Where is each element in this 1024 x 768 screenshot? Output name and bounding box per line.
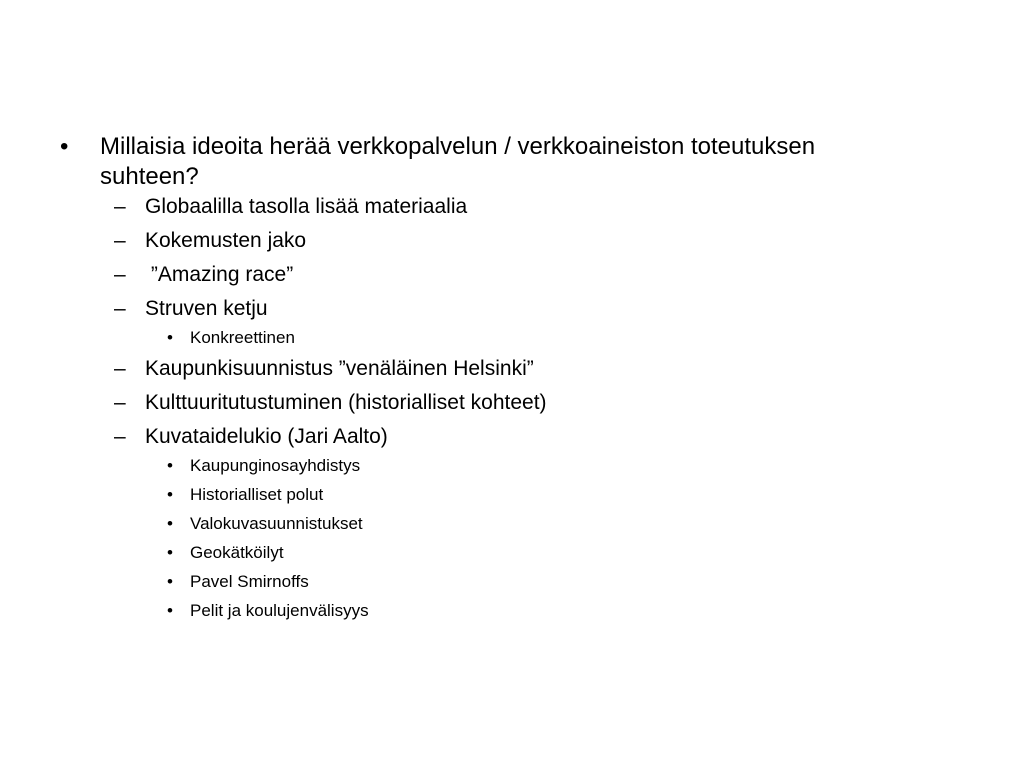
sub-bullet — [60, 228, 960, 254]
main-bullet-text: Millaisia ideoita herää verkkopalvelun / verkkoaineiston toteutuksen suhteen? — [100, 133, 816, 190]
bullet-icon: • — [167, 543, 173, 562]
sub-sub-bullet-text: Pavel Smirnoffs — [190, 572, 309, 591]
sub-bullet-text: Kaupunkisuunnistus ”venäläinen Helsinki” — [145, 357, 534, 380]
sub-bullet-text: Kulttuuritutustuminen (historialliset kohteet) — [145, 391, 547, 414]
dash-icon: – — [114, 357, 126, 380]
dash-icon: – — [114, 195, 126, 218]
sub-sub-bullet — [60, 542, 960, 564]
sub-sub-bullet — [60, 455, 960, 477]
sub-sub-bullet-text: Pelit ja koulujenvälisyys — [190, 601, 369, 620]
bullet-icon: • — [167, 514, 173, 533]
sub-sub-bullet-text: Geokätköilyt — [190, 543, 284, 562]
sub-sub-bullet-text: Valokuvasuunnistukset — [190, 514, 363, 533]
sub-sub-bullet — [60, 600, 960, 622]
bullet-icon: • — [167, 601, 173, 620]
dash-icon: – — [114, 297, 126, 320]
sub-bullet-list — [60, 194, 960, 322]
bullet-icon: • — [167, 485, 173, 504]
slide-content — [60, 132, 960, 629]
main-bullet — [60, 132, 880, 192]
sub-sub-bullet — [60, 571, 960, 593]
dash-icon: – — [114, 263, 126, 286]
bullet-list — [60, 132, 960, 192]
sub-bullet-list — [60, 356, 960, 450]
bullet-icon: • — [167, 456, 173, 475]
bullet-icon: • — [167, 328, 173, 347]
bullet-icon: • — [167, 572, 173, 591]
dash-icon: – — [114, 425, 126, 448]
sub-sub-bullet-text: Konkreettinen — [190, 328, 295, 347]
sub-bullet — [60, 390, 960, 416]
sub-sub-bullet-text: Historialliset polut — [190, 485, 324, 504]
sub-sub-bullet — [60, 327, 960, 349]
sub-bullet — [60, 194, 960, 220]
sub-bullet — [60, 262, 960, 288]
sub-sub-bullet — [60, 484, 960, 506]
sub-bullet-text: ”Amazing race” — [145, 263, 294, 286]
sub-bullet — [60, 356, 960, 382]
sub-bullet-text: Kuvataidelukio (Jari Aalto) — [145, 425, 388, 448]
sub-bullet-text: Globaalilla tasolla lisää materiaalia — [145, 195, 468, 218]
sub-bullet — [60, 296, 960, 322]
sub-sub-bullet — [60, 513, 960, 535]
sub-sub-bullet-list — [60, 455, 960, 622]
sub-bullet-text: Struven ketju — [145, 297, 268, 320]
sub-sub-bullet-text: Kaupunginosayhdistys — [190, 456, 361, 475]
bullet-icon: • — [60, 133, 69, 160]
sub-sub-bullet-list — [60, 327, 960, 349]
dash-icon: – — [114, 391, 126, 414]
dash-icon: – — [114, 229, 126, 252]
sub-bullet-text: Kokemusten jako — [145, 229, 307, 252]
sub-bullet — [60, 424, 960, 450]
